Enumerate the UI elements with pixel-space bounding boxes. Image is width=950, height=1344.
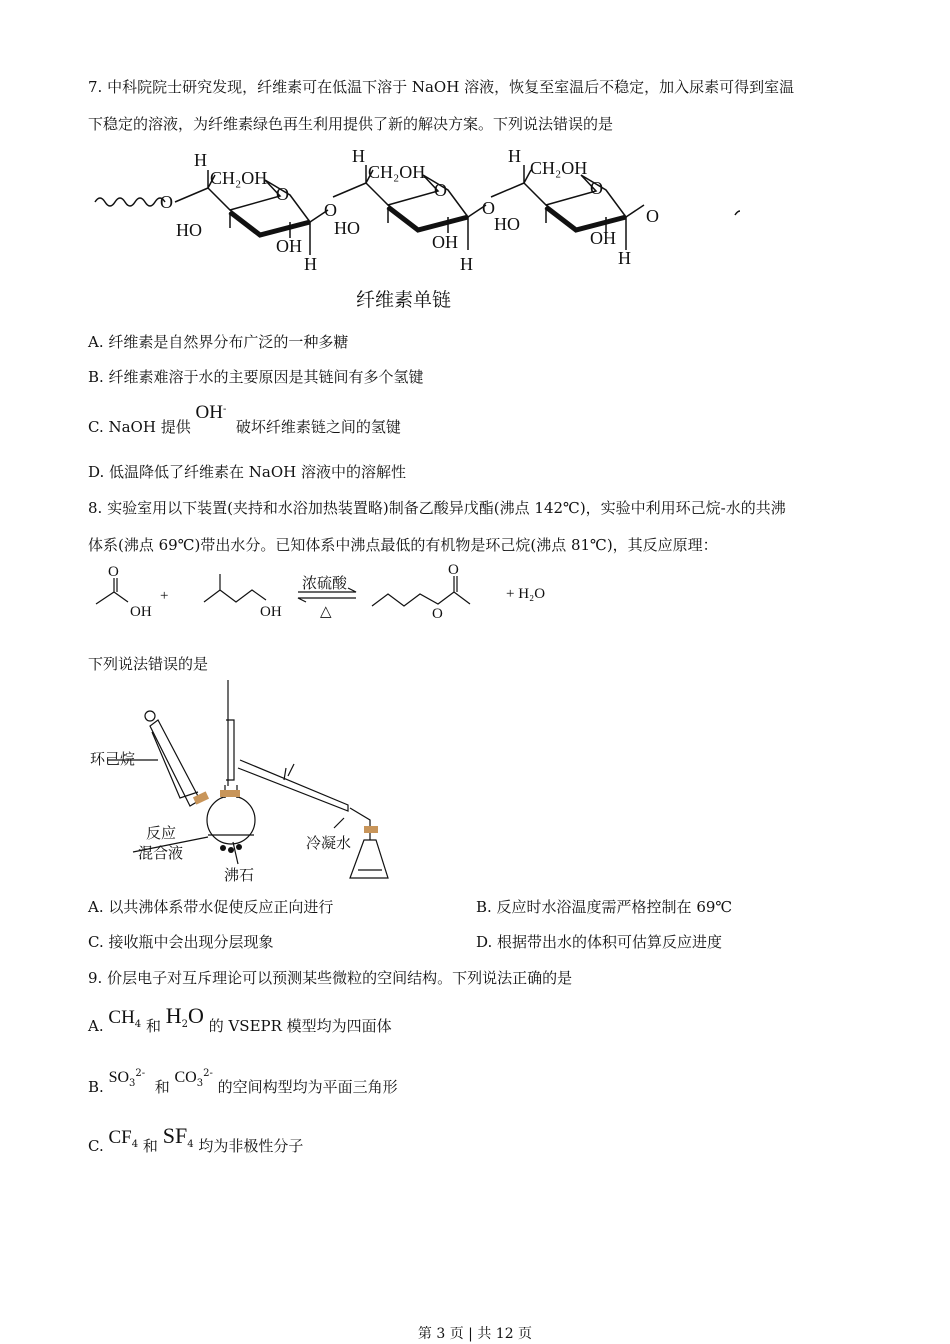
svg-text:O: O (432, 606, 443, 622)
label-h: H (194, 150, 207, 170)
svg-text:OH: OH (260, 604, 282, 620)
q7-option-d: D. 低温降低了纤维素在 NaOH 溶液中的溶解性 (88, 463, 407, 481)
label-cyclohexane: 环己烷 (90, 752, 136, 768)
label-oh: OH (432, 232, 458, 252)
label-ch2oh: CH₂OH (210, 168, 268, 188)
label-mixture: 反应 (146, 826, 177, 842)
q9-stem: 9. 价层电子对互斥理论可以预测某些微粒的空间结构。下列说法正确的是 (88, 969, 573, 987)
label-oh: OH (590, 228, 616, 248)
label-ch2oh: CH₂OH (368, 162, 426, 182)
page-footer: 第 3 页 | 共 12 页 (417, 1326, 533, 1342)
q8-stem-line1: 8. 实验室用以下装置(夹持和水浴加热装置略)制备乙酸异戊酯(沸点 142℃)，实验中利用环己烷-水的共沸 (88, 499, 786, 517)
q8-stem-line2: 体系(沸点 69℃)带出水分。已知体系中沸点最低的有机物是环己烷(沸点 81℃)，其反应原理： (88, 536, 718, 554)
label-o: O (482, 198, 495, 218)
label-h: H (304, 254, 317, 274)
catalyst-label: 浓硫酸 (302, 576, 348, 592)
q8-prompt: 下列说法错误的是 (88, 655, 209, 673)
label-o: O (590, 178, 603, 198)
label-o: O (276, 184, 289, 204)
q7-option-c: C. NaOH 提供 OH- 破坏纤维素链之间的氢键 (88, 402, 401, 436)
label-h: H (618, 248, 631, 268)
svg-text:O: O (448, 562, 459, 578)
label-o: O (646, 206, 659, 226)
svg-text:+: + (160, 588, 169, 604)
structure-caption: 纤维素单链 (356, 290, 452, 311)
label-oh: OH (276, 236, 302, 256)
q7-option-b: B. 纤维素难溶于水的主要原因是其链间有多个氢键 (88, 368, 424, 386)
q8-option-c: C. 接收瓶中会出现分层现象 (88, 933, 274, 951)
q7-option-a: A. 纤维素是自然界分布广泛的一种多糖 (88, 333, 349, 351)
svg-text:O: O (108, 564, 119, 580)
q9-option-b: B. $SO_3^{2-}$ 和 $CO_3^{2-}$ 的空间构型均为平面三角形 (88, 1068, 398, 1096)
svg-text:△: △ (320, 604, 332, 620)
svg-text:+ H₂O: + H₂O (506, 586, 546, 602)
label-mixture: 混合液 (138, 846, 184, 862)
label-h: H (508, 146, 521, 166)
q9-option-c: C. $CF_4$ 和 $SF_4$ 均为非极性分子 (88, 1123, 304, 1155)
q7-stem-line1: 7. 中科院院士研究发现，纤维素可在低温下溶于 NaOH 溶液，恢复至室温后不稳定，加入尿素可得到室温 (88, 78, 795, 96)
distillation-apparatus-diagram (88, 680, 398, 890)
label-o: O (160, 192, 173, 212)
label-ho: HO (334, 218, 360, 238)
reaction-equation (88, 562, 568, 624)
q8-option-d: D. 根据带出水的体积可估算反应进度 (476, 933, 723, 951)
label-ch2oh: CH₂OH (530, 158, 588, 178)
label-h: H (460, 254, 473, 274)
label-boiling-stones: 沸石 (224, 868, 255, 884)
label-o: O (434, 180, 447, 200)
q8-option-a: A. 以共沸体系带水促使反应正向进行 (88, 898, 334, 916)
cellulose-structure-diagram (90, 140, 740, 315)
label-o: O (324, 200, 337, 220)
svg-text:OH: OH (130, 604, 152, 620)
label-ho: HO (494, 214, 520, 234)
label-cooling-water: 冷凝水 (306, 836, 352, 852)
q7-stem-line2: 下稳定的溶液，为纤维素绿色再生利用提供了新的解决方案。下列说法错误的是 (88, 115, 614, 133)
label-h: H (352, 146, 365, 166)
q9-option-a: A. $CH_4$ 和 $H_2O$ 的 VSEPR 模型均为四面体 (88, 1003, 392, 1035)
label-ho: HO (176, 220, 202, 240)
q8-option-b: B. 反应时水浴温度需严格控制在 69℃ (476, 898, 733, 916)
